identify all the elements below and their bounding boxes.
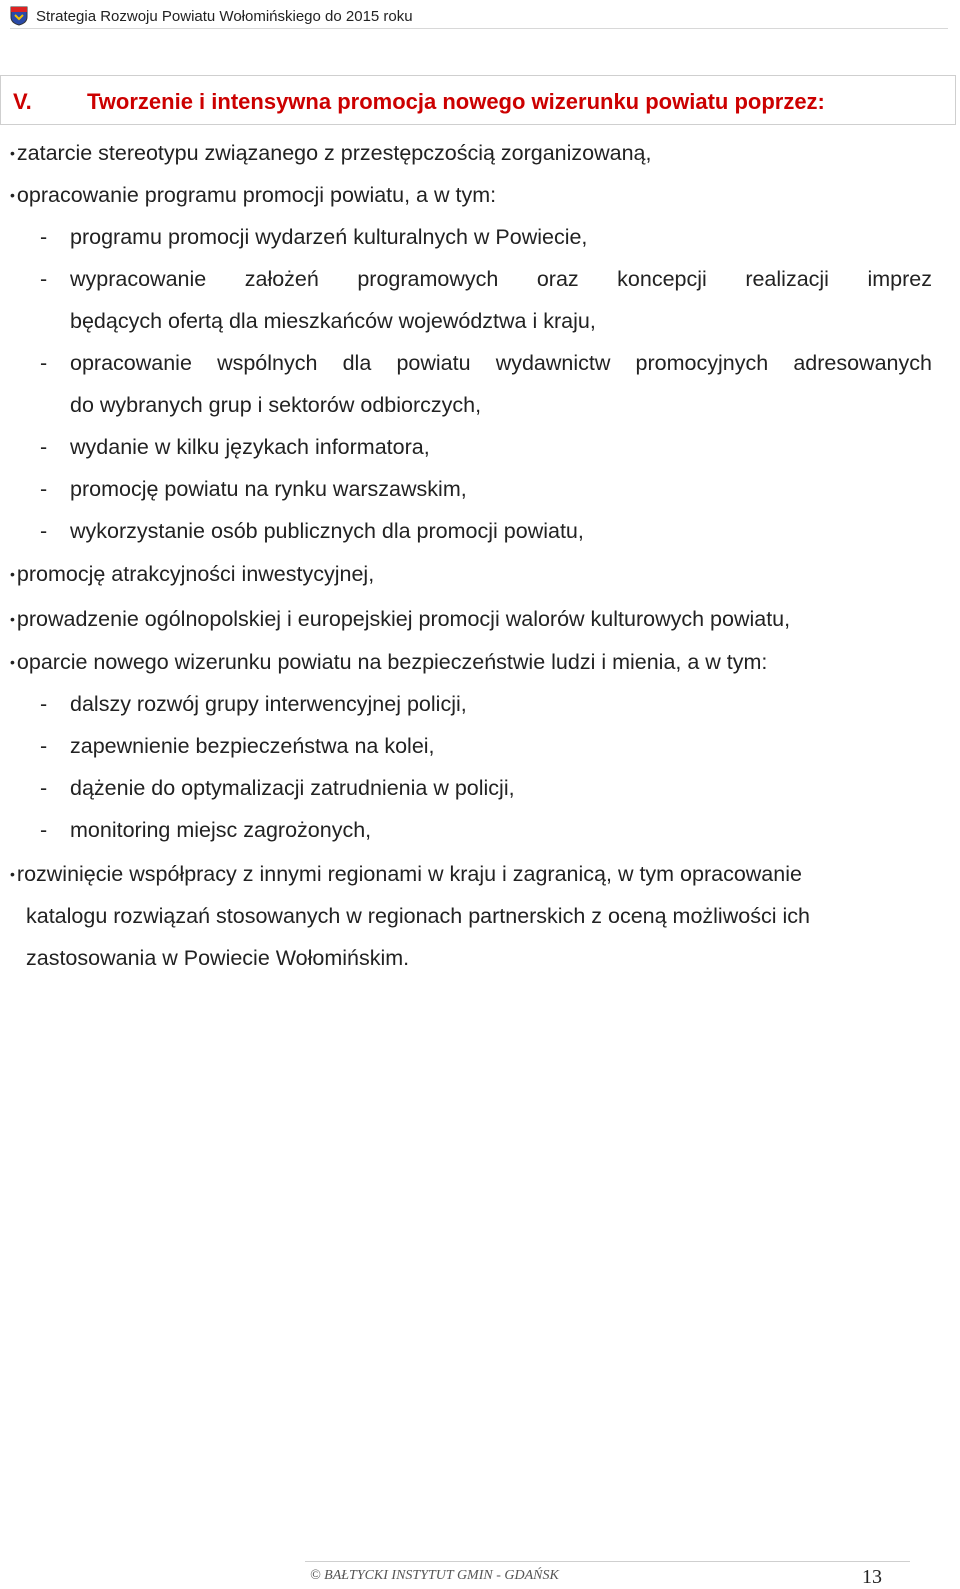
section-heading xyxy=(0,75,956,125)
section-title: Tworzenie i intensywna promocja nowego wizerunku powiatu poprzez: xyxy=(87,89,825,114)
bullet-icon: • xyxy=(10,145,15,161)
bullet-icon: • xyxy=(10,611,15,627)
bullet-icon: • xyxy=(10,866,15,882)
list-item: •prowadzenie ogólnopolskiej i europejskiej promocji walorów kulturowych powiatu, xyxy=(10,607,791,631)
dash-marker: - xyxy=(40,692,48,716)
dash-marker: - xyxy=(40,818,48,842)
list-item: •promocję atrakcyjności inwestycyjnej, xyxy=(10,562,375,586)
continuation-line: katalogu rozwiązań stosowanych w regionach partnerskich z oceną możliwości ich xyxy=(26,904,810,928)
footer-divider xyxy=(305,1561,910,1562)
document-title: Strategia Rozwoju Powiatu Wołomińskiego do 2015 roku xyxy=(36,7,413,25)
dash-marker: - xyxy=(40,267,48,291)
list-item: •rozwinięcie współpracy z innymi regionami w kraju i zagranicą, w tym opracowanie xyxy=(10,862,802,886)
dash-marker: - xyxy=(40,225,48,249)
dash-marker: - xyxy=(40,776,48,800)
dash-marker: - xyxy=(40,519,48,543)
section-number: V. xyxy=(13,89,32,114)
bullet-icon: • xyxy=(10,566,15,582)
dash-marker: - xyxy=(40,435,48,459)
continuation-line: do wybranych grup i sektorów odbiorczych, xyxy=(70,393,482,417)
page-number: 13 xyxy=(862,1566,882,1588)
dash-marker: - xyxy=(40,734,48,758)
bullet-icon: • xyxy=(10,654,15,670)
list-item: •opracowanie programu promocji powiatu, a w tym: xyxy=(10,183,497,207)
footer-credit: © BAŁTYCKI INSTYTUT GMIN - GDAŃSK xyxy=(310,1568,559,1583)
list-item: •zatarcie stereotypu związanego z przestępczością zorganizowaną, xyxy=(10,141,652,165)
justified-line: opracowanie wspólnych dla powiatu wydawnictw promocyjnych adresowanych xyxy=(70,351,932,375)
bullet-icon: • xyxy=(10,187,15,203)
continuation-line: zastosowania w Powiecie Wołomińskim. xyxy=(26,946,410,970)
justified-line: wypracowanie założeń programowych oraz koncepcji realizacji imprez xyxy=(70,267,932,291)
coat-of-arms-icon xyxy=(10,6,28,26)
page-header xyxy=(10,4,948,29)
dash-marker: - xyxy=(40,477,48,501)
dash-marker: - xyxy=(40,351,48,375)
list-item: •oparcie nowego wizerunku powiatu na bezpieczeństwie ludzi i mienia, a w tym: xyxy=(10,650,768,674)
continuation-line: będących ofertą dla mieszkańców województwa i kraju, xyxy=(70,309,596,333)
